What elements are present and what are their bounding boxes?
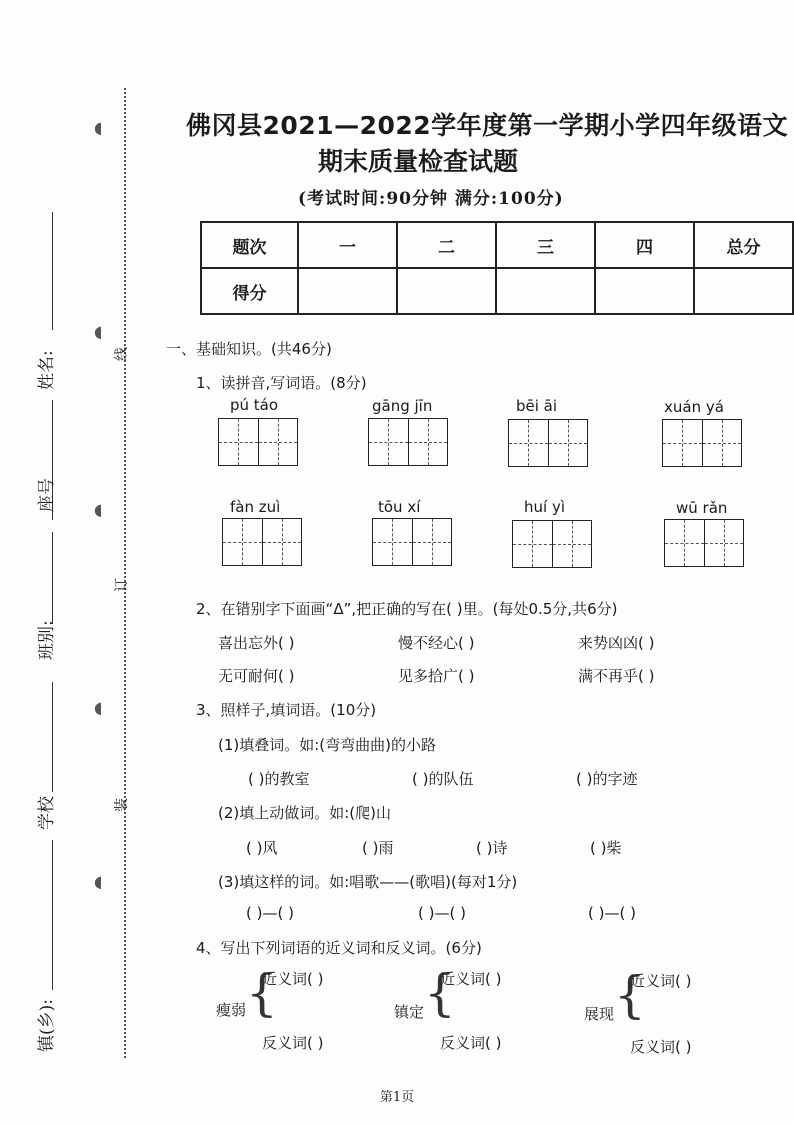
idiom-correction-item[interactable]: 来势凶凶( ) xyxy=(578,634,655,652)
idiom-correction-item[interactable]: 喜出忘外( ) xyxy=(218,634,295,652)
reduplicated-word-blank[interactable]: ( )的字迹 xyxy=(576,770,638,788)
pinyin-label: bēi āi xyxy=(516,397,558,415)
town-label: 镇(乡): xyxy=(37,999,57,1052)
score-cell[interactable] xyxy=(496,268,595,314)
score-table xyxy=(200,221,794,315)
reduplicated-word-blank[interactable]: ( )的教室 xyxy=(248,770,310,788)
name-underline xyxy=(52,212,53,330)
school-label: 学校 xyxy=(37,796,57,830)
tianzige-answer-box[interactable] xyxy=(508,419,588,467)
section-heading: 一、基础知识。(共46分) xyxy=(166,340,332,358)
reversed-word-blank[interactable]: ( )—( ) xyxy=(588,904,636,922)
tianzige-answer-box[interactable] xyxy=(222,518,302,566)
tianzige-answer-box[interactable] xyxy=(512,520,592,568)
reversed-word-blank[interactable]: ( )—( ) xyxy=(246,904,294,922)
question-3-sub3-title: (3)填这样的词。如:唱歌——(歌唱)(每对1分) xyxy=(218,873,518,891)
punch-hole-icon: ◖ xyxy=(94,322,103,341)
antonym-blank[interactable]: 反义词( ) xyxy=(262,1034,324,1052)
idiom-correction-item[interactable]: 无可耐何( ) xyxy=(218,667,295,685)
tianzige-answer-box[interactable] xyxy=(662,419,742,467)
q4-word: 展现 xyxy=(584,1005,615,1023)
score-table-header: 二 xyxy=(397,222,496,268)
tianzige-answer-box[interactable] xyxy=(218,418,298,466)
exam-time-info: (考试时间:90分钟 满分:100分) xyxy=(298,189,564,209)
q4-word: 镇定 xyxy=(394,1003,425,1021)
question-3-title: 3、照样子,填词语。(10分) xyxy=(196,701,377,719)
verb-blank[interactable]: ( )诗 xyxy=(476,839,508,857)
tianzige-answer-box[interactable] xyxy=(664,519,744,567)
score-table-header: 总分 xyxy=(694,222,793,268)
score-cell[interactable] xyxy=(595,268,694,314)
exam-title-line2: 期末质量检查试题 xyxy=(318,147,519,176)
score-cell[interactable] xyxy=(397,268,496,314)
town-underline xyxy=(52,840,53,990)
pinyin-label: huí yì xyxy=(524,498,565,516)
antonym-blank[interactable]: 反义词( ) xyxy=(630,1038,692,1056)
synonym-blank[interactable]: 近义词( ) xyxy=(630,972,692,990)
pinyin-label: wū rǎn xyxy=(676,499,728,517)
name-label: 姓名: xyxy=(37,350,57,390)
synonym-blank[interactable]: 近义词( ) xyxy=(440,970,502,988)
pinyin-label: gāng jīn xyxy=(372,397,433,415)
score-table-header: 一 xyxy=(298,222,397,268)
line-mark: 线 xyxy=(114,347,130,361)
punch-hole-icon: ◖ xyxy=(94,500,103,519)
page-number: 第1页 xyxy=(379,1090,415,1105)
school-underline xyxy=(52,682,53,792)
score-table-header: 题次 xyxy=(201,222,298,268)
pinyin-label: fàn zuì xyxy=(230,498,281,516)
pinyin-label: pú táo xyxy=(230,396,279,414)
tianzige-answer-box[interactable] xyxy=(372,518,452,566)
score-table-score-row xyxy=(201,268,793,314)
score-cell[interactable] xyxy=(298,268,397,314)
question-3-sub2-title: (2)填上动做词。如:(爬)山 xyxy=(218,804,392,822)
tianzige-answer-box[interactable] xyxy=(368,418,448,466)
verb-blank[interactable]: ( )风 xyxy=(246,839,278,857)
bind-mark: 装 xyxy=(114,798,130,812)
verb-blank[interactable]: ( )雨 xyxy=(362,839,394,857)
class-underline xyxy=(52,532,53,624)
idiom-correction-item[interactable]: 见多拾广( ) xyxy=(398,667,475,685)
brace-icon: { xyxy=(614,966,646,1024)
binding-cut-line xyxy=(124,88,126,1058)
q4-word: 瘦弱 xyxy=(216,1001,247,1019)
brace-icon: { xyxy=(246,964,278,1022)
seal-mark: 订 xyxy=(114,578,130,592)
idiom-correction-item[interactable]: 慢不经心( ) xyxy=(398,634,475,652)
brace-icon: { xyxy=(424,964,456,1022)
class-label: 班别: xyxy=(37,620,57,660)
question-2-title: 2、在错别字下面画“Δ”,把正确的写在( )里。(每处0.5分,共6分) xyxy=(196,600,618,618)
score-cell[interactable] xyxy=(694,268,793,314)
punch-hole-icon: ◖ xyxy=(94,872,103,891)
score-table-header: 四 xyxy=(595,222,694,268)
synonym-blank[interactable]: 近义词( ) xyxy=(262,970,324,988)
exam-title: 佛冈县2021—2022学年度第一学期小学四年级语文 xyxy=(186,111,789,140)
score-table-header: 三 xyxy=(496,222,595,268)
score-row-label: 得分 xyxy=(201,268,298,314)
reversed-word-blank[interactable]: ( )—( ) xyxy=(418,904,466,922)
question-4-title: 4、写出下列词语的近义词和反义词。(6分) xyxy=(196,939,482,957)
punch-hole-icon: ◖ xyxy=(94,118,103,137)
pinyin-label: tōu xí xyxy=(378,498,421,516)
score-table-header-row xyxy=(201,222,793,268)
reduplicated-word-blank[interactable]: ( )的队伍 xyxy=(412,770,474,788)
verb-blank[interactable]: ( )柴 xyxy=(590,839,622,857)
idiom-correction-item[interactable]: 满不再乎( ) xyxy=(578,667,655,685)
antonym-blank[interactable]: 反义词( ) xyxy=(440,1034,502,1052)
seat-label: 座号 xyxy=(37,478,57,512)
question-3-sub1-title: (1)填叠词。如:(弯弯曲曲)的小路 xyxy=(218,736,437,754)
punch-hole-icon: ◖ xyxy=(94,698,103,717)
pinyin-label: xuán yá xyxy=(664,398,724,416)
question-1-title: 1、读拼音,写词语。(8分) xyxy=(196,374,367,392)
